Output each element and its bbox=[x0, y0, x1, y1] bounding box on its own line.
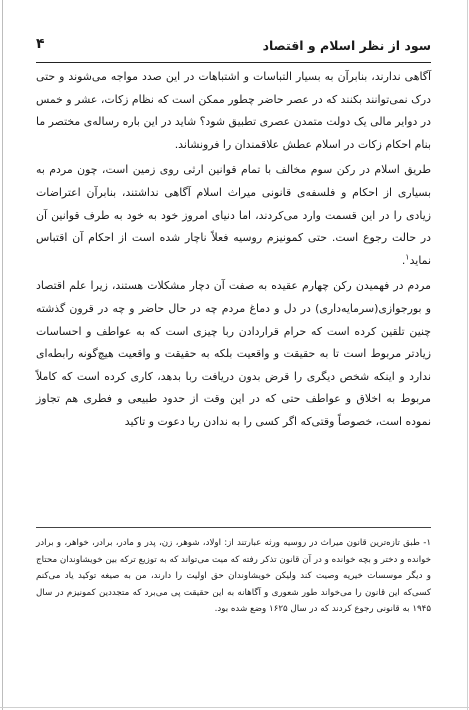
page-edge-right bbox=[467, 0, 468, 710]
paragraph-2-text: طریق اسلام در رکن سوم مخالف با تمام قوانین ارثی روی زمین است، چون مردم به بسیاری از احکام و فلسفه‌ی قانونی میراث اسلام آگاهی نداشتند، بنابرآن اعتراضات زیادی را در این قسمت وارد می‌کردند، اما دنیای امروز خود به خود به طرف قوانین آن در حالت رجوع است. حتی کمونیزم روسیه فعلاً ناچار شده است از احکام آن اقتباس نماید bbox=[36, 163, 431, 267]
page-number: ۴ bbox=[36, 36, 45, 52]
running-header-title: سود از نظر اسلام و اقتصاد bbox=[262, 38, 431, 53]
footnote: ۱- طبق تازه‌ترین قانون میراث در روسیه ورثه عبارتند از: اولاد، شوهر، زن، پدر و مادر، برادر، خواهر، و برادر خوانده و دختر و بچه خوانده و در آن قانون تذکر رفته که میت می‌تواند که به توزیع ترکه بین خویشاوندان محتاج و دیگر موسسات خیریه وصیت کند ولیکن خویشاوندان حق اولیت را دارند، من به صیغه توکید یاد می‌کنم کسی‌که این قانون را می‌خواند طور شعوری و آگاهانه به این حقیقت پی می‌برد که متجددین کمونیزم در سال ۱۹۴۵ به قانونی رجوع کردند که در سال ۱۶۲۵ وضع شده بود. bbox=[36, 538, 431, 615]
page-edge-left bbox=[2, 0, 3, 710]
page-bottom-edge bbox=[0, 707, 469, 708]
running-header bbox=[36, 34, 431, 62]
header-divider bbox=[36, 62, 431, 63]
paragraph-2: طریق اسلام در رکن سوم مخالف با تمام قوانین ارثی روی زمین است، چون مردم به بسیاری از احکام و فلسفه‌ی قانونی میراث اسلام آگاهی نداشتند، بنابرآن اعتراضات زیادی را در این قسمت وارد می‌کردند، اما دنیای امروز خود به خود به طرف قوانین آن در حالت رجوع است. حتی کمونیزم روسیه فعلاً ناچار شده است از احکام آن اقتباس نماید$^۱$. bbox=[36, 163, 431, 267]
paragraph-3: مردم در فهمیدن رکن چهارم عقیده به صفت آن دچار مشکلات هستند، زیرا علم اقتصاد و بورجوازی(سرمایه‌داری) در دل و دماغ مردم چه در حال حاضر و چه در قرون گذشته چنین تلقین کرده است که حرام قراردادن ربا چیزی است که به عواطف و احساسات زیادتر مربوط است تا به حقیقت و واقعیت بلکه به حقیقت و واقعیت هیچ‌گونه رابطه‌ای ندارد و اینکه شخص دیگری را قرض بدون دریافت ربا بدهد، کاری کرده است که کاملاً مربوط به اخلاق و عواطف حتی که در این وقت از حدود طبیعی و فطری هم تجاوز نموده است، خصوصاً وقتی‌که اگر کسی را به ندادن ربا دعوت و تاکید bbox=[36, 279, 431, 428]
body-text bbox=[36, 66, 431, 437]
footnote-divider bbox=[36, 527, 431, 528]
paragraph-1: آگاهی ندارند، بنابرآن به بسیار التباسات و اشتباهات در این صدد مواجه می‌شوند و حتی درک نمی‌توانند بکنند که در عصر حاضر چطور ممکن است که نظام زکات، عشر و خمس در دوایر مالی یک دولت متمدن عصری تطبیق شود؟ شاید در این باره رساله‌ی مختصر ما بنام احکام زکات در اسلام عطش علاقمندان را فرونشاند. bbox=[36, 70, 431, 151]
footnote-reference[interactable]: ۱ bbox=[405, 252, 410, 262]
